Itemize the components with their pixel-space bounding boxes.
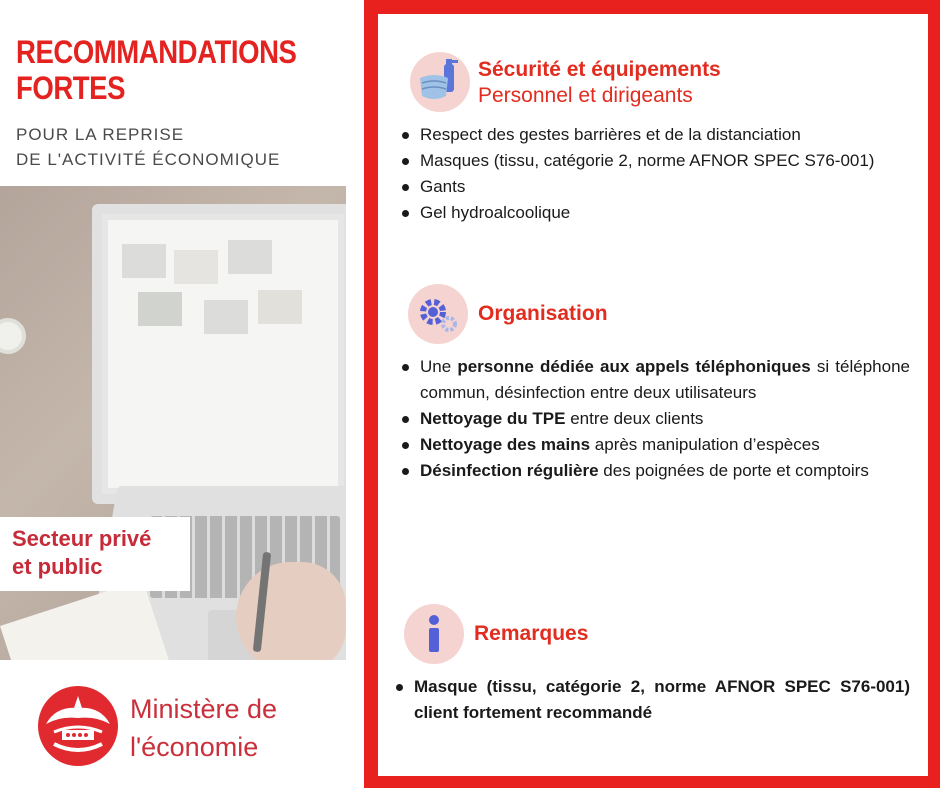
list-item: Gel hydroalcoolique [398, 200, 918, 226]
list-item: Masque (tissu, catégorie 2, norme AFNOR SPEC S76-001) client fortement recommandé [392, 674, 910, 726]
left-column [0, 0, 350, 788]
title-line-1: RECOMMANDATIONS [16, 34, 297, 70]
list-item: Désinfection régulière des poignées de porte et comptoirs [398, 458, 910, 484]
page-subtitle [16, 122, 346, 172]
sector-line-1: Secteur privé [12, 526, 152, 551]
list-item: Nettoyage du TPE entre deux clients [398, 406, 910, 432]
section1-subtitle: Personnel et dirigeants [478, 84, 693, 107]
section1-list [398, 122, 918, 226]
list-item: Gants [398, 174, 918, 200]
polynesia-emblem-icon [36, 684, 120, 768]
recommendations-panel [364, 0, 940, 788]
sector-label [0, 517, 190, 591]
section3-title: Remarques [474, 622, 589, 645]
title-line-2: FORTES [16, 70, 126, 106]
list-item: Une personne dédiée aux appels téléphoniques si téléphone commun, désinfection entre deux utilisateurs [398, 354, 910, 406]
subtitle-line-1: POUR LA REPRISE [16, 125, 185, 144]
ministry-line-2: l'économie [130, 732, 259, 762]
gears-icon [408, 284, 468, 344]
list-item: Nettoyage des mains après manipulation d’espèces [398, 432, 910, 458]
panel-content [378, 14, 928, 776]
list-item: Masques (tissu, catégorie 2, norme AFNOR SPEC S76-001) [398, 148, 918, 174]
list-item: Respect des gestes barrières et de la distanciation [398, 122, 918, 148]
page-title [16, 34, 297, 106]
section1-title: Sécurité et équipements [478, 58, 721, 81]
subtitle-line-2: DE L'ACTIVITÉ ÉCONOMIQUE [16, 150, 281, 169]
section3-list [392, 674, 910, 726]
sector-line-2: et public [12, 554, 103, 579]
mask-gel-icon [410, 52, 470, 112]
section2-title: Organisation [478, 302, 608, 325]
ministry-line-1: Ministère de [130, 694, 278, 724]
info-icon [404, 604, 464, 664]
ministry-name [130, 690, 330, 766]
section2-list [398, 354, 910, 484]
